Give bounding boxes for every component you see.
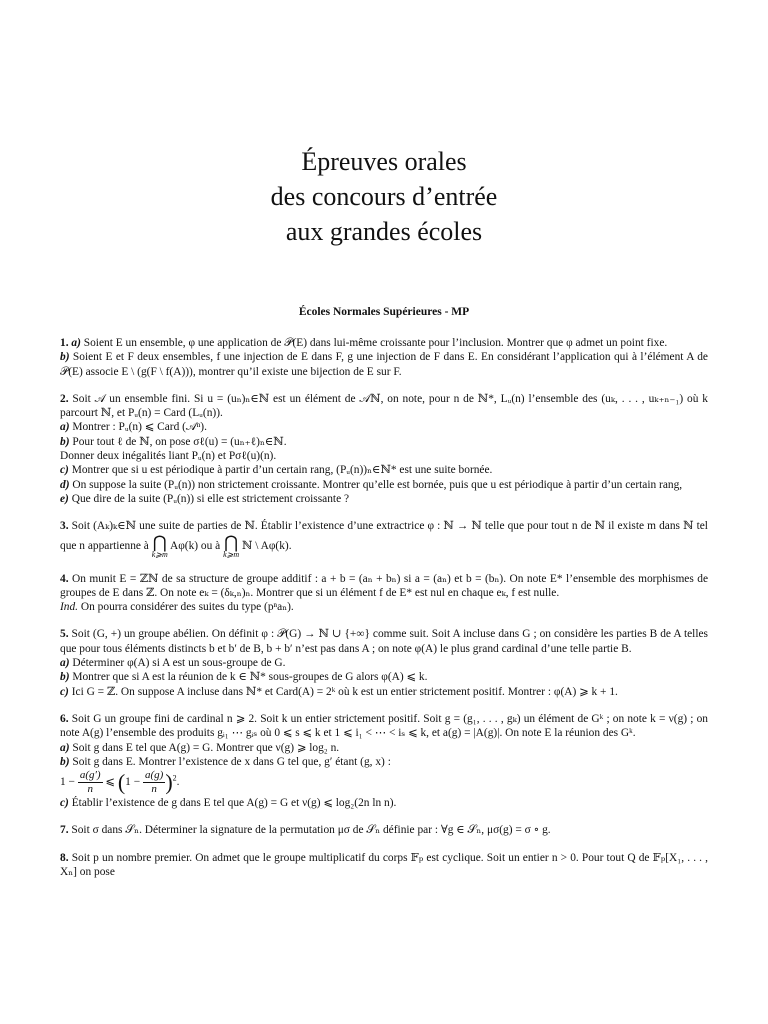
- part-label: a): [71, 337, 81, 349]
- part-text: Soit g dans E. Montrer l’existence de x dans G tel que, g′ étant (g, x) :: [72, 755, 391, 768]
- problem-text: Soit (Aₖ)ₖ∈ℕ une suite de parties de ℕ. Établir l’existence d’une extractrice φ : ℕ → ℕ telle que pour tout n de ℕ il existe m dans ℕ tel que n appartienne à: [60, 520, 708, 552]
- problem-number: 1.: [60, 337, 69, 349]
- problem-list: [60, 336, 708, 879]
- hint-label: Ind.: [60, 601, 79, 614]
- intersection-symbol: ⋂: [152, 532, 167, 552]
- problem-2-part-e: [60, 492, 708, 506]
- problem-5-part-c: [60, 685, 708, 699]
- document-page: [60, 0, 708, 892]
- problem-3: [60, 519, 708, 558]
- problem-4-hint: [60, 600, 708, 614]
- part-text: Montrer que si A est la réunion de k ∈ ℕ* sous-groupes de G alors φ(A) ⩽ k.: [72, 671, 428, 684]
- problem-1-part-a: [60, 336, 708, 350]
- formula-term: 1 −: [125, 776, 141, 789]
- problem-number: 6.: [60, 712, 69, 725]
- intersection-index: k⩾m: [223, 549, 240, 559]
- problem-text: Aφ(k) ou à: [169, 539, 221, 552]
- part-text: Ici G = ℤ. On suppose A incluse dans ℕ* et Card(A) = 2ᵏ où k est un entier strictement positif. Montrer : φ(A) ⩾ k + 1.: [71, 685, 618, 698]
- problem-2-part-b: [60, 435, 708, 449]
- intersection-symbol: ⋂: [224, 532, 239, 552]
- title-line-1: Épreuves orales: [301, 147, 467, 176]
- part-label: c): [60, 797, 69, 810]
- problem-2-part-d: [60, 478, 708, 492]
- exponent: 2: [172, 773, 177, 783]
- part-text: Déterminer φ(A) si A est un sous-groupe de G.: [72, 657, 286, 670]
- part-text: Montrer : Pᵤ(n) ⩽ Card (𝒜ⁿ).: [72, 421, 207, 434]
- problem-text: Soit G un groupe fini de cardinal n ⩾ 2. Soit k un entier strictement positif. Soit g = (g₁, . . . , gₖ) un élément de Gᵏ ; on note k = ν(g) ; on note A(g) l’ensemble des produits gᵢ₁ ⋯ gᵢₛ où 0 ⩽ s ⩽ k et 1 ⩽ i₁ < ⋯ < iₛ ⩽ k, et a(g) = |A(g)|. On note E la réunion des Gᵏ.: [60, 712, 708, 740]
- problem-text: Soit (G, +) un groupe abélien. On définit φ : 𝒫(G) → ℕ ∪ {+∞} comme suit. Soit A incluse dans G ; on considère les parties B de A telles que pour tous éléments distincts b et b′ de B, b + b′ n’est pas dans A ; on note φ(A) le plus grand cardinal d’une telle partie B.: [60, 628, 708, 655]
- document-title: [60, 144, 708, 249]
- part-label: b): [60, 671, 70, 684]
- problem-text: Soit p un nombre premier. On admet que le groupe multiplicatif du corps 𝔽ₚ est cyclique. Soit un entier n > 0. Pour tout Q de 𝔽ₚ[X₁, . . . , Xₙ] on pose: [60, 851, 708, 879]
- fraction-denominator: n: [151, 783, 157, 796]
- fraction: [78, 769, 103, 796]
- title-line-2: des concours d’entrée: [270, 182, 498, 211]
- problem-text: Soit σ dans 𝒮ₙ. Déterminer la signature de la permutation μσ de 𝒮ₙ définie par : ∀g ∈ 𝒮ₙ, μσ(g) = σ ∘ g.: [71, 824, 551, 837]
- fraction-numerator: a(g): [144, 769, 164, 782]
- problem-5-part-a: [60, 656, 708, 670]
- problem-1-part-b: [60, 350, 708, 379]
- part-label: d): [60, 478, 70, 491]
- part-text: Que dire de la suite (Pᵤ(n)) si elle est strictement croissante ?: [71, 492, 350, 505]
- title-line-3: aux grandes écoles: [285, 217, 483, 246]
- intersection-operator: [152, 534, 168, 559]
- intersection-operator: [223, 534, 239, 559]
- part-text: Pour tout ℓ de ℕ, on pose σℓ(u) = (uₙ₊ℓ)ₙ∈ℕ.: [72, 435, 287, 448]
- problem-text: ℕ \ Aφ(k).: [241, 539, 292, 552]
- problem-8-text: [60, 851, 708, 880]
- part-label: c): [60, 685, 69, 698]
- problem-8: [60, 851, 708, 880]
- part-label: a): [60, 741, 70, 754]
- part-text: Montrer que si u est périodique à partir d’un certain rang, (Pᵤ(n))ₙ∈ℕ* est une suite bornée.: [71, 464, 493, 477]
- part-label: c): [60, 464, 69, 477]
- problem-4: [60, 572, 708, 615]
- part-label: a): [60, 657, 70, 670]
- fraction: [143, 769, 165, 796]
- fraction-denominator: n: [87, 783, 93, 796]
- problem-number: 5.: [60, 628, 69, 641]
- problem-6-text: [60, 712, 708, 741]
- problem-number: 4.: [60, 572, 69, 585]
- formula-relation: ⩽: [105, 776, 115, 789]
- problem-2: [60, 392, 708, 506]
- problem-7-text: [60, 823, 708, 837]
- problem-5: [60, 627, 708, 698]
- hint-text: On pourra considérer des suites du type (pⁿaₙ).: [80, 601, 294, 614]
- part-label: e): [60, 492, 69, 505]
- problem-2-part-b-cont: Donner deux inégalités liant Pᵤ(n) et Pσℓ(u)(n).: [60, 450, 277, 463]
- part-text: Soit g dans E tel que A(g) = G. Montrer que ν(g) ⩾ log₂ n.: [72, 741, 340, 754]
- intersection-index: k⩾m: [151, 549, 168, 559]
- problem-2-part-c: [60, 463, 708, 477]
- part-text: Établir l’existence de g dans E tel que A(g) = G et ν(g) ⩽ log₂(2n ln n).: [71, 797, 397, 810]
- part-label: b): [60, 755, 70, 768]
- problem-number: 3.: [60, 520, 69, 533]
- part-text: Soient E et F deux ensembles, f une injection de E dans F, g une injection de F dans E. En considérant l’application qui à l’élément A de 𝒫(E) associe E \ (g(F \ f(A))), montrer qu’il existe une bijection de E sur F.: [60, 351, 708, 378]
- part-text: On suppose la suite (Pᵤ(n)) non strictement croissante. Montrer qu’elle est bornée, puis que u est périodique à partir d’un certain rang,: [72, 478, 683, 491]
- problem-text: Soit 𝒜 un ensemble fini. Si u = (uₙ)ₙ∈ℕ est un élément de 𝒜ℕ, on note, pour n de ℕ*, Lᵤ(n) l’ensemble des (uₖ, . . . , uₖ₊ₙ₋₁) où k parcourt ℕ, et Pᵤ(n) = Card (Lᵤ(n)).: [60, 392, 708, 420]
- problem-6-part-a: [60, 741, 708, 755]
- problem-2-part-a: [60, 420, 708, 434]
- problem-number: 2.: [60, 392, 69, 405]
- problem-6-part-c: [60, 796, 708, 810]
- right-paren: ): [165, 769, 173, 795]
- problem-7: [60, 823, 708, 837]
- problem-number: 7.: [60, 824, 69, 837]
- section-subtitle: Écoles Normales Supérieures - MP: [298, 306, 470, 318]
- left-paren: (: [117, 769, 126, 795]
- problem-2-intro: [60, 392, 708, 421]
- problem-4-text: [60, 572, 708, 601]
- part-label: b): [60, 435, 70, 448]
- part-label: b): [60, 351, 70, 364]
- problem-5-text: [60, 627, 708, 656]
- problem-6: [60, 712, 708, 810]
- problem-6-formula: 1 − $\frac{a(g')}{n}$ ⩽ (1 − $\frac{a(g)}{n}$ )$^2$.: [60, 769, 180, 796]
- formula-term: 1 −: [60, 776, 75, 789]
- problem-6-part-b: [60, 755, 708, 769]
- problem-5-part-b: [60, 670, 708, 684]
- fraction-numerator: a(g′): [79, 769, 101, 782]
- part-label: a): [60, 421, 70, 434]
- problem-3-text: [60, 519, 708, 558]
- problem-text: On munit E = ℤℕ de sa structure de groupe additif : a + b = (aₙ + bₙ) si a = (aₙ) et b = (bₙ). On note E* l’ensemble des morphismes de groupes de E dans ℤ. On note eₖ = (δₖ,ₙ)ₙ. Montrer que si un élément f de E* est nul en chaque eₖ, f est nulle.: [60, 572, 708, 599]
- problem-1: [60, 336, 708, 379]
- part-text: Soient E un ensemble, φ une application de 𝒫(E) dans lui-même croissante pour l’inclusion. Montrer que φ admet un point fixe.: [83, 337, 668, 349]
- problem-number: 8.: [60, 851, 69, 864]
